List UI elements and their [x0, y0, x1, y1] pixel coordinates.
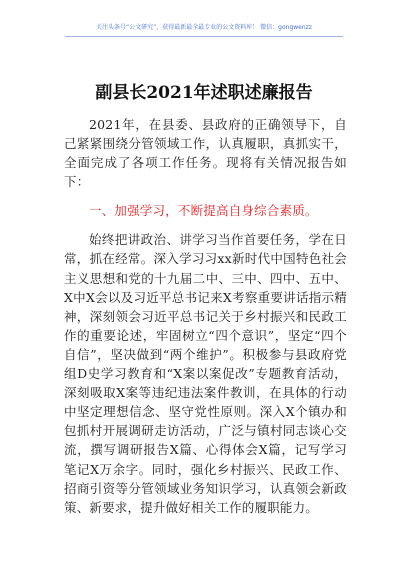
document-title: 副县长2021年述职述廉报告: [95, 83, 313, 103]
header-divider: [65, 36, 343, 37]
document-body: [64, 115, 347, 517]
header-banner: 关注头条号“公文研究”，获得最新最全最专业的公文资料库！ 微信：gongwenzz: [96, 24, 312, 31]
section-1-paragraph: 始终把讲政治、讲学习当作首要任务，学在日常，抓在经常。深入学习习xx新时代中国特色社会主义思想和党的十九届二中、三中、四中、五中、X中X会以及习近平总书记来X考察重要讲话指示精神，深刻领会习近平总书记关于乡村振兴和民政工作的重要论述，牢固树立“四个意识”，坚定“四个自信”，坚决做到“两个维护”。积极参与县政府党组D史学习教育和“X案以案促改”专题教育活动，深刻吸取X案等违纪违法案件教训，在具体的行动中坚定理想信念、坚守党性原则。深入X个镇办和包抓村开展调研走访活动，广泛与镇村同志谈心交流，撰写调研报告X篇、心得体会X篇，记写学习笔记X万余字。同时，强化乡村振兴、民政工作、招商引资等分管领域业务知识学习，认真领会新政策、新要求，提升做好相关工作的履职能力。: [64, 232, 347, 515]
intro-paragraph: 2021年，在县委、县政府的正确领导下，自己紧紧围绕分管领域工作，认真履职，真抓实干，全面完成了各项工作任务。现将有关情况报告如下：: [64, 117, 347, 190]
section-heading-1: 一、加强学习，不断提高自身综合素质。: [89, 203, 318, 219]
